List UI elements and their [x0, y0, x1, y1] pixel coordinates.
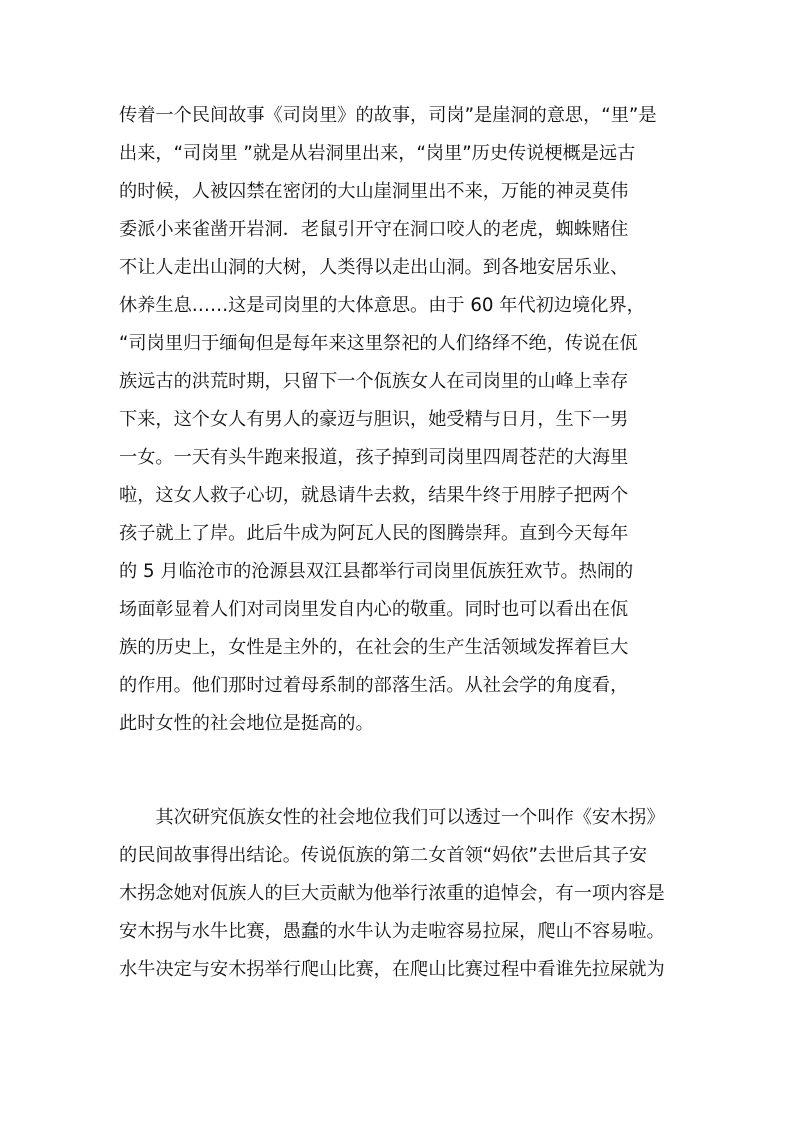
text-line: 安木拐与水牛比赛，愚蠢的水牛认为走啦容易拉屎，爬山不容易啦。 [119, 921, 665, 942]
text-line: 下来，这个女人有男人的豪迈与胆识，她受精与日月，生下一男 [119, 409, 629, 430]
text-line: 孩子就上了岸。此后牛成为阿瓦人民的图腾崇拜。直到今天每年 [119, 523, 629, 544]
text-line: 传着一个民间故事《司岗里》的故事，司岗”是崖洞的意思，“里”是 [119, 105, 657, 126]
text-line: 的作用。他们那时过着母系制的部落生活。从社会学的角度看， [119, 675, 629, 696]
text-line: 不让人走出山洞的大树，人类得以走出山洞。到各地安居乐业、 [119, 257, 629, 278]
text-line: 此时女性的社会地位是挺高的。 [119, 713, 374, 734]
text-line: 其次研究佤族女性的社会地位我们可以透过一个叫作《安木拐》 [119, 807, 665, 828]
text-line: 委派小来雀凿开岩洞．老鼠引开守在洞口咬人的老虎，蜘蛛赌住 [119, 219, 629, 240]
text-line: 族远古的洪荒时期，只留下一个佤族女人在司岗里的山峰上幸存 [119, 371, 629, 392]
text-line: 的时候，人被囚禁在密闭的大山崖洞里出不来，万能的神灵莫伟 [119, 181, 629, 202]
text-line: 场面彰显着人们对司岗里发自内心的敬重。同时也可以看出在佤 [119, 599, 629, 620]
text-line: 族的历史上，女性是主外的，在社会的生产生活领域发挥着巨大 [119, 637, 629, 658]
text-line: 的民间故事得出结论。传说佤族的第二女首领“妈依”去世后其子安 [119, 845, 648, 866]
text-line: 木拐念她对佤族人的巨大贡献为他举行浓重的追悼会，有一项内容是 [119, 883, 665, 904]
text-line: “司岗里归于缅甸但是每年来这里祭祀的人们络绎不绝，传说在佤 [119, 333, 638, 354]
text-line: 啦，这女人救子心切，就恳请牛去救，结果牛终于用脖子把两个 [119, 485, 629, 506]
text-line: 的 5 月临沧市的沧源县双江县都举行司岗里佤族狂欢节。热闹的 [119, 561, 634, 582]
text-line: 水牛决定与安木拐举行爬山比赛，在爬山比赛过程中看谁先拉屎就为 [119, 959, 665, 980]
text-line: 出来，“司岗里 ”就是从岩洞里出来，“岗里”历史传说梗概是远古 [119, 143, 636, 164]
text-line: 一女。一天有头牛跑来报道，孩子掉到司岗里四周苍茫的大海里 [119, 447, 629, 468]
text-line: 休养生息……这是司岗里的大体意思。由于 60 年代初边境化界， [119, 295, 645, 316]
